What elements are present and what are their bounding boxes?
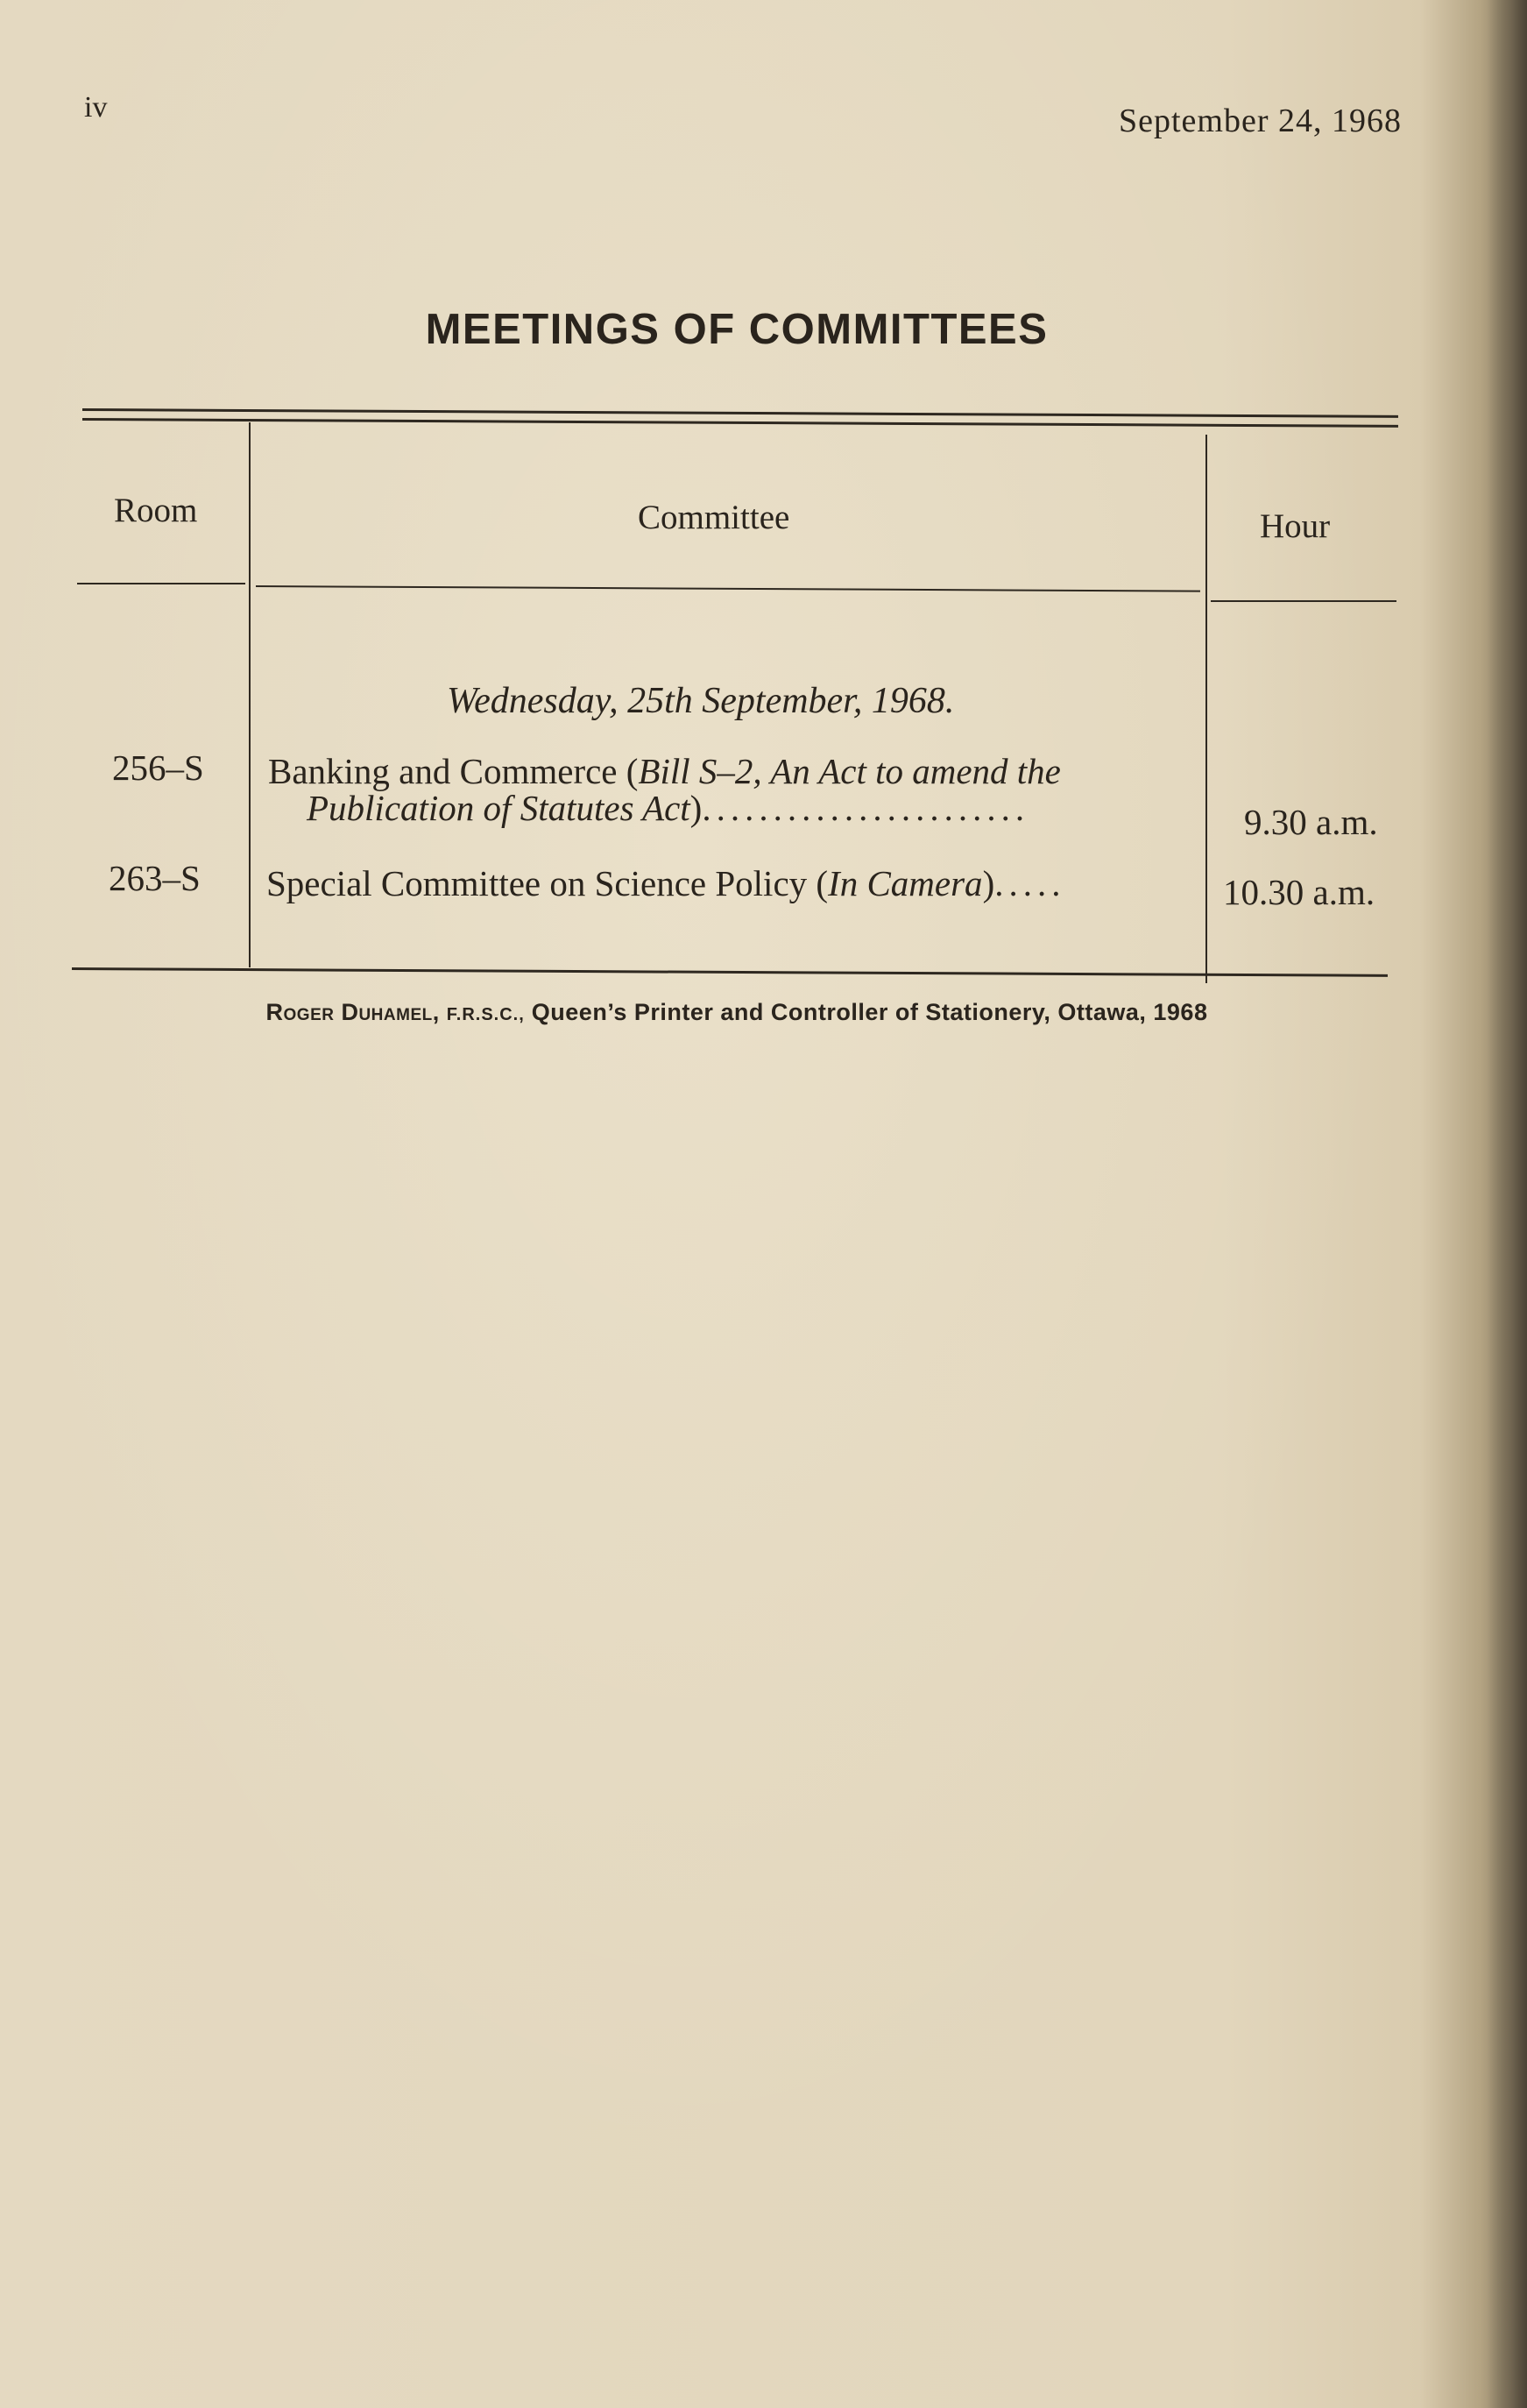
row-2-committee-text: Special Committee on Science Policy ( <box>266 863 829 903</box>
column-divider-room <box>249 422 251 967</box>
table-top-rule-1 <box>82 408 1398 418</box>
page-date: September 24, 1968 <box>1118 103 1402 139</box>
row-2-committee-italic: In Camera <box>828 863 983 903</box>
row-1-hour: 9.30 a.m. <box>1244 802 1378 842</box>
row-1-committee-line-1 <box>268 750 1061 792</box>
column-divider-hour <box>1205 435 1207 983</box>
page-title: MEETINGS OF COMMITTEES <box>425 306 1049 353</box>
row-1-committee-italic-2: Publication of Statutes Act <box>307 788 690 828</box>
row-1-room: 256–S <box>112 747 204 788</box>
row-2-leader-dots: ..... <box>994 863 1066 903</box>
row-2-room: 263–S <box>109 858 201 898</box>
header-rule-room <box>77 583 245 584</box>
table-bottom-rule <box>72 967 1388 977</box>
binding-gutter-shadow <box>1488 0 1527 2408</box>
imprint-name: Roger Duhamel, <box>265 999 440 1025</box>
header-rule-committee <box>256 585 1200 592</box>
imprint-text: Queen’s Printer and Controller of Stationery, Ottawa, 1968 <box>531 999 1208 1025</box>
header-rule-hour <box>1211 600 1396 602</box>
printer-imprint <box>0 999 1474 1026</box>
row-2-committee-close: ) <box>982 863 995 903</box>
row-1-committee-text: Banking and Commerce ( <box>268 751 639 791</box>
header-room: Room <box>114 492 198 529</box>
header-committee: Committee <box>638 499 790 536</box>
table-top-rule-2 <box>82 418 1398 428</box>
row-1-committee-line-2 <box>307 787 1029 829</box>
row-2-committee <box>266 862 1065 904</box>
page-number: iv <box>84 91 108 124</box>
row-1-committee-italic-1: Bill S–2, An Act to amend the <box>638 751 1061 791</box>
row-1-leader-dots: ....................... <box>702 788 1030 828</box>
row-2-hour: 10.30 a.m. <box>1223 872 1375 912</box>
imprint-credentials: F.R.S.C., <box>446 1005 525 1024</box>
day-heading: Wednesday, 25th September, 1968. <box>447 681 955 721</box>
row-1-committee-close: ) <box>689 788 703 828</box>
header-hour: Hour <box>1260 507 1331 545</box>
